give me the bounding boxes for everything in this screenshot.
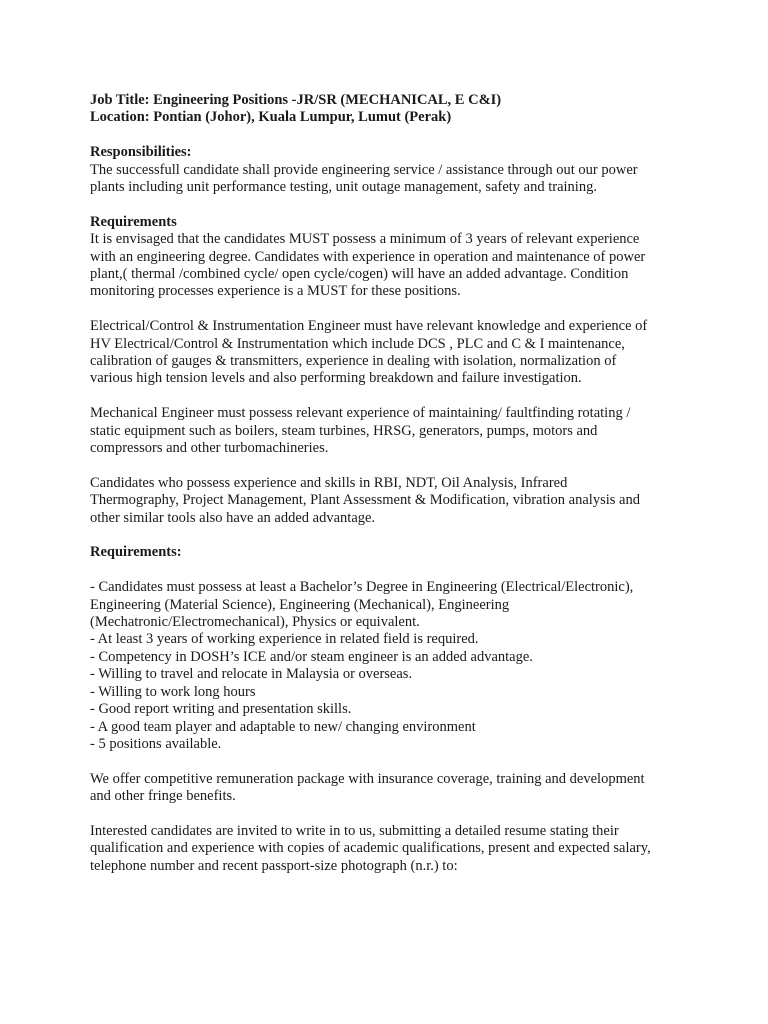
spacer [90, 527, 690, 544]
requirement-item: Engineering (Material Science), Engineering (Mechanical), Engineering [90, 596, 510, 613]
apply-line: qualification and experience with copies of academic qualifications, present and expected salary, [90, 840, 651, 857]
spacer [90, 196, 690, 213]
job-location: Location: Pontian (Johor), Kuala Lumpur, Lumut (Perak) [90, 109, 452, 126]
electrical-line: Electrical/Control & Instrumentation Engineer must have relevant knowledge and experience of [90, 318, 648, 335]
requirements-heading: Requirements [90, 213, 177, 230]
requirement-item: - Willing to work long hours [90, 683, 256, 700]
offer-line: We offer competitive remuneration package with insurance coverage, training and development [90, 770, 645, 787]
spacer [90, 301, 690, 318]
skills-line: Thermography, Project Management, Plant Assessment & Modification, vibration analysis and [90, 492, 640, 509]
spacer [90, 562, 690, 579]
electrical-line: various high tension levels and also performing breakdown and failure investigation. [90, 370, 582, 387]
job-title: Job Title: Engineering Positions -JR/SR (MECHANICAL, E C&I) [90, 92, 502, 108]
requirement-item: - A good team player and adaptable to new/ changing environment [90, 718, 476, 735]
mechanical-line: static equipment such as boilers, steam turbines, HRSG, generators, pumps, motors and [90, 422, 598, 439]
requirement-item: - At least 3 years of working experience in related field is required. [90, 631, 479, 648]
skills-line: Candidates who possess experience and skills in RBI, NDT, Oil Analysis, Infrared [90, 474, 568, 491]
requirements-list-heading: Requirements: [90, 544, 182, 561]
apply-line: telephone number and recent passport-size photograph (n.r.) to: [90, 857, 458, 874]
skills-line: other similar tools also have an added advantage. [90, 509, 376, 526]
spacer [90, 388, 690, 405]
spacer [90, 457, 690, 474]
requirements-line: monitoring processes experience is a MUST for these positions. [90, 283, 461, 300]
responsibilities-heading: Responsibilities: [90, 144, 192, 161]
requirement-item: - Candidates must possess at least a Bachelor’s Degree in Engineering (Electrical/Electronic), [90, 579, 634, 596]
spacer [90, 753, 690, 770]
requirement-item: - Willing to travel and relocate in Malaysia or overseas. [90, 666, 413, 683]
electrical-line: calibration of gauges & transmitters, experience in dealing with isolation, normalization of [90, 353, 617, 370]
requirement-item: - 5 positions available. [90, 735, 222, 752]
requirements-line: with an engineering degree. Candidates with experience in operation and maintenance of power [90, 248, 646, 265]
mechanical-line: compressors and other turbomachineries. [90, 440, 329, 457]
mechanical-line: Mechanical Engineer must possess relevant experience of maintaining/ faultfinding rotating / [90, 405, 631, 422]
requirement-item: - Good report writing and presentation skills. [90, 701, 352, 718]
spacer [90, 806, 690, 823]
responsibilities-line: The successfull candidate shall provide engineering service / assistance through out our power [90, 161, 638, 178]
requirement-item: (Mechatronic/Electromechanical), Physics or equivalent. [90, 614, 420, 631]
requirement-item: - Competency in DOSH’s ICE and/or steam engineer is an added advantage. [90, 648, 533, 665]
requirements-line: plant,( thermal /combined cycle/ open cycle/cogen) will have an added advantage. Condition [90, 266, 629, 283]
responsibilities-line: plants including unit performance testing, unit outage management, safety and training. [90, 179, 597, 196]
document-page [90, 92, 690, 875]
spacer [90, 127, 690, 144]
offer-line: and other fringe benefits. [90, 788, 236, 805]
apply-line: Interested candidates are invited to write in to us, submitting a detailed resume stating their [90, 822, 619, 839]
requirements-line: It is envisaged that the candidates MUST possess a minimum of 3 years of relevant experience [90, 231, 640, 248]
electrical-line: HV Electrical/Control & Instrumentation which include DCS , PLC and C & I maintenance, [90, 335, 625, 352]
